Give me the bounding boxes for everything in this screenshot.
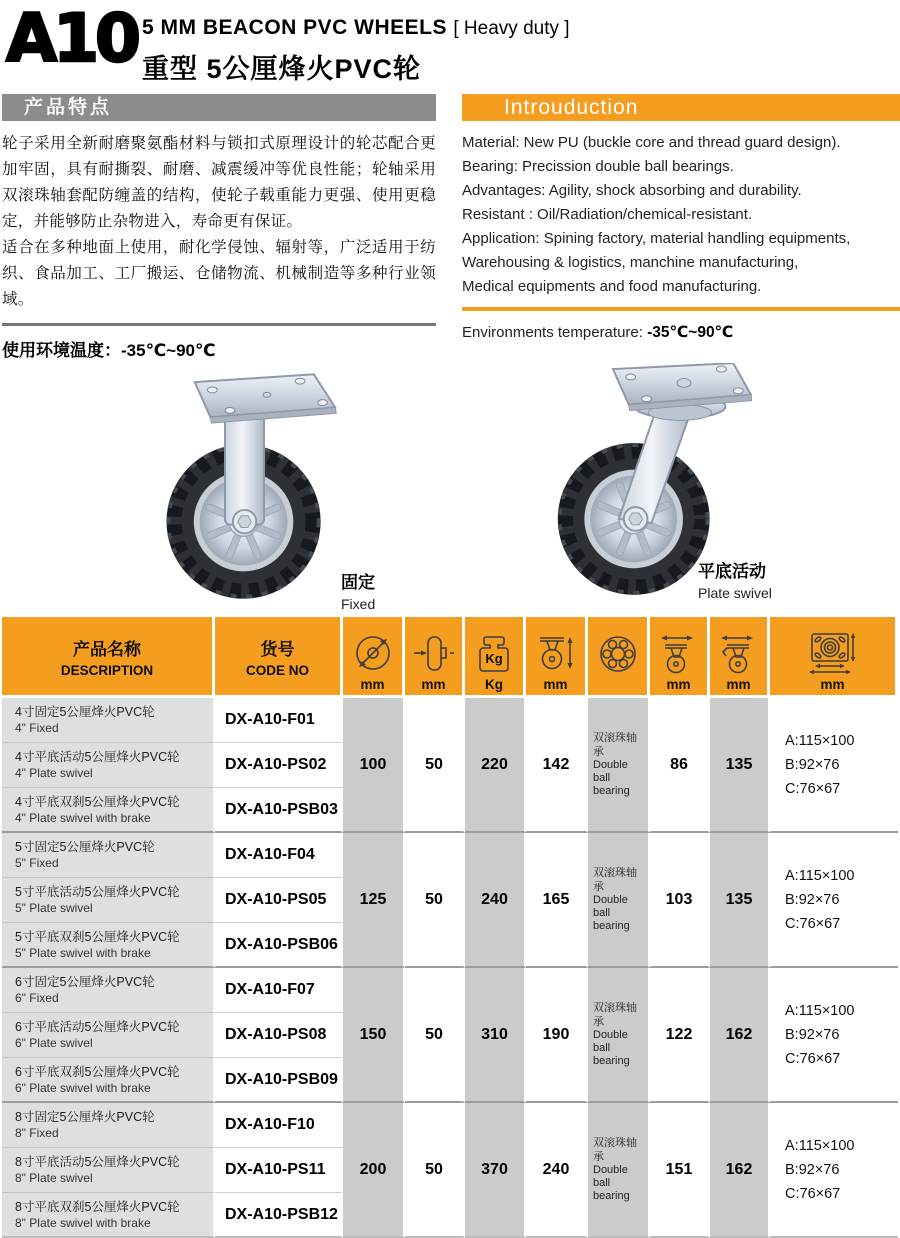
- spec-table: [2, 617, 898, 1238]
- swivel-radius-icon: [657, 632, 701, 676]
- code-cell: DX-A10-PS11: [215, 1148, 343, 1193]
- bearing-cn: 双滚珠轴承: [593, 732, 637, 758]
- description-en: 8" Plate swivel: [15, 1171, 93, 1185]
- description-cell: [2, 1193, 215, 1238]
- description-cell: [2, 743, 215, 788]
- load-capacity-value: 220: [465, 698, 526, 833]
- wheel-diameter-icon: [351, 632, 395, 676]
- temperature-label-en: Environments temperature:: [462, 324, 648, 341]
- description-cn: 8寸固定5公厘烽火PVC轮: [15, 1110, 155, 1124]
- description-en: 5" Fixed: [15, 856, 59, 870]
- table-row: [2, 698, 898, 743]
- temperature-value-cn: -35℃~90℃: [121, 341, 216, 360]
- brake-height-icon: [717, 632, 761, 676]
- load-capacity-value: 310: [465, 968, 526, 1103]
- bearing-cn: 双滚珠轴承: [593, 867, 637, 893]
- description-cn: 8寸平底双刹5公厘烽火PVC轮: [15, 1199, 180, 1214]
- plate-dim-c: C:76×67: [785, 780, 841, 797]
- wheel-diameter-value: 125: [343, 833, 405, 968]
- intro-line: Resistant : Oil/Radiation/chemical-resistant.: [462, 206, 753, 223]
- fixed-caster-label: [341, 568, 375, 612]
- bearing-cell: [588, 1103, 650, 1238]
- intro-line: Material: New PU (buckle core and thread guard design).: [462, 134, 841, 151]
- description-cell: [2, 968, 215, 1013]
- code-cell: DX-A10-PS08: [215, 1013, 343, 1058]
- divider-orange: [462, 307, 900, 311]
- description-cell: [2, 1058, 215, 1103]
- header-code-en: CODE NO: [245, 662, 309, 678]
- bearing-en: Double ball bearing: [593, 894, 630, 932]
- fixed-label-cn: 固定: [341, 573, 375, 592]
- description-cell: [2, 788, 215, 833]
- wheel-width-icon: [412, 632, 456, 676]
- brake-height-value: 135: [710, 833, 770, 968]
- code-cell: DX-A10-PSB06: [215, 923, 343, 968]
- plate-dim-b: B:92×76: [785, 756, 840, 773]
- description-cell: [2, 698, 215, 743]
- duty-tag: [ Heavy duty ]: [453, 18, 570, 39]
- mounting-plate: [195, 374, 336, 423]
- introduction-section: [462, 94, 900, 361]
- axle-nut: [624, 507, 648, 531]
- model-logo: A10: [6, 0, 137, 77]
- description-cn: 6寸固定5公厘烽火PVC轮: [15, 975, 155, 989]
- description-cell: [2, 1148, 215, 1193]
- spec-table-section: [2, 617, 898, 1238]
- description-cn: 6寸平底活动5公厘烽火PVC轮: [15, 1020, 180, 1034]
- temperature-line-cn: [2, 336, 436, 361]
- plate-dim-b: B:92×76: [785, 1026, 840, 1043]
- description-cn: 4寸平底活动5公厘烽火PVC轮: [15, 750, 180, 764]
- description-cn: 5寸平底双刹5公厘烽火PVC轮: [15, 929, 180, 944]
- description-en: 8" Plate swivel with brake: [15, 1215, 151, 1230]
- plate-dim-b: B:92×76: [785, 1161, 840, 1178]
- table-row: [2, 1103, 898, 1148]
- description-en: 6" Plate swivel: [15, 1036, 93, 1050]
- mounting-height-value: 165: [526, 833, 588, 968]
- fork: [225, 413, 264, 524]
- plate-size-cell: [770, 833, 898, 968]
- header-plate-size: mm: [770, 617, 898, 698]
- table-row: [2, 833, 898, 878]
- intro-line: Advantages: Agility, shock absorbing and durability.: [462, 182, 802, 199]
- description-en: 5" Plate swivel with brake: [15, 945, 151, 960]
- header-description-en: DESCRIPTION: [60, 662, 154, 678]
- brake-height-value: 135: [710, 698, 770, 833]
- intro-line: Medical equipments and food manufacturing.: [462, 278, 762, 295]
- load-capacity-value: 240: [465, 833, 526, 968]
- code-cell: DX-A10-PS05: [215, 878, 343, 923]
- brake-height-value: 162: [710, 968, 770, 1103]
- bearing-en: Double ball bearing: [593, 1029, 630, 1067]
- table-group-6inch: [2, 968, 898, 1103]
- temperature-label-cn: 使用环境温度：: [2, 341, 121, 360]
- description-cn: 4寸固定5公厘烽火PVC轮: [15, 705, 155, 719]
- page-header: [0, 0, 900, 92]
- table-header-row: [2, 617, 898, 698]
- header-bearing: [588, 617, 650, 698]
- description-cell: [2, 1013, 215, 1058]
- intro-line: Bearing: Precission double ball bearings.: [462, 158, 734, 175]
- description-en: 5" Plate swivel: [15, 901, 93, 915]
- fixed-caster-photo: [146, 369, 346, 604]
- code-cell: DX-A10-F07: [215, 968, 343, 1013]
- table-row: [2, 968, 898, 1013]
- table-group-8inch: [2, 1103, 898, 1238]
- description-cell: [2, 923, 215, 968]
- description-cell: [2, 878, 215, 923]
- brake-height-value: 162: [710, 1103, 770, 1238]
- header-code: [215, 617, 343, 698]
- features-section: [2, 94, 436, 361]
- bearing-en: Double ball bearing: [593, 759, 630, 797]
- description-en: 4" Fixed: [15, 721, 59, 735]
- swivel-radius-value: 86: [650, 698, 710, 833]
- description-en: 4" Plate swivel with brake: [15, 810, 151, 825]
- bearing-cn: 双滚珠轴承: [593, 1137, 637, 1163]
- swivel-caster-label: [698, 557, 772, 601]
- introduction-text: [462, 131, 900, 299]
- swivel-radius-value: 122: [650, 968, 710, 1103]
- plate-size-cell: [770, 1103, 898, 1238]
- wheel-diameter-value: 200: [343, 1103, 405, 1238]
- code-cell: DX-A10-F01: [215, 698, 343, 743]
- bearing-cn: 双滚珠轴承: [593, 1002, 637, 1028]
- plate-size-cell: [770, 968, 898, 1103]
- swivel-label-cn: 平底活动: [698, 562, 766, 581]
- header-wheel-width: mm: [405, 617, 465, 698]
- bearing-en: Double ball bearing: [593, 1164, 630, 1202]
- plate-dim-b: B:92×76: [785, 891, 840, 908]
- description-cn: 8寸平底活动5公厘烽火PVC轮: [15, 1155, 180, 1169]
- plate-dim-a: A:115×100: [785, 867, 855, 884]
- bearing-cell: [588, 698, 650, 833]
- bearing-cell: [588, 968, 650, 1103]
- wheel-width-value: 50: [405, 968, 465, 1103]
- description-cell: [2, 1103, 215, 1148]
- code-cell: DX-A10-F04: [215, 833, 343, 878]
- description-cn: 5寸平底活动5公厘烽火PVC轮: [15, 885, 180, 899]
- introduction-heading: Introuduction: [462, 94, 900, 121]
- code-cell: DX-A10-PSB03: [215, 788, 343, 833]
- plate-dim-a: A:115×100: [785, 1002, 855, 1019]
- plate-size-icon: [805, 630, 861, 676]
- description-en: 6" Plate swivel with brake: [15, 1080, 151, 1095]
- temperature-value-en: -35℃~90℃: [647, 324, 734, 341]
- header-mounting-height: mm: [526, 617, 588, 698]
- divider-gray: [2, 323, 436, 326]
- mounting-plate: [613, 363, 752, 410]
- header-load-capacity: Kg Kg: [465, 617, 526, 698]
- plate-dim-a: A:115×100: [785, 732, 855, 749]
- mounting-height-icon: [534, 632, 578, 676]
- wheel-diameter-value: 150: [343, 968, 405, 1103]
- swivel-label-en: Plate swivel: [698, 585, 772, 601]
- mounting-height-value: 190: [526, 968, 588, 1103]
- swivel-radius-value: 151: [650, 1103, 710, 1238]
- mounting-height-value: 142: [526, 698, 588, 833]
- fixed-label-en: Fixed: [341, 596, 376, 612]
- header-swivel-radius: mm: [650, 617, 710, 698]
- plate-dim-a: A:115×100: [785, 1137, 855, 1154]
- features-paragraph-2: 适合在多种地面上使用，耐化学侵蚀、辐射等，广泛适用于纺织、食品加工、工厂搬运、仓储物流、机械制造等多种行业领域。: [2, 239, 436, 308]
- intro-line: Warehousing & logistics, manchine manufacturing,: [462, 254, 799, 271]
- mounting-height-value: 240: [526, 1103, 588, 1238]
- description-en: 8" Fixed: [15, 1126, 59, 1140]
- plate-size-cell: [770, 698, 898, 833]
- wheel-diameter-value: 100: [343, 698, 405, 833]
- intro-line: Application: Spining factory, material handling equipments,: [462, 230, 851, 247]
- product-images-section: [0, 361, 900, 617]
- header-brake-height: mm: [710, 617, 770, 698]
- description-cn: 5寸固定5公厘烽火PVC轮: [15, 840, 155, 854]
- product-title-en: 5 MM BEACON PVC WHEELS: [142, 16, 448, 39]
- header-description-cn: 产品名称: [73, 639, 141, 659]
- product-title-cn: 重型 5公厘烽火PVC轮: [142, 54, 422, 84]
- swivel-radius-value: 103: [650, 833, 710, 968]
- load-capacity-value: 370: [465, 1103, 526, 1238]
- code-cell: DX-A10-F10: [215, 1103, 343, 1148]
- code-cell: DX-A10-PS02: [215, 743, 343, 788]
- kg-icon-text: Kg: [485, 651, 503, 666]
- plate-dim-c: C:76×67: [785, 1050, 841, 1067]
- code-cell: DX-A10-PSB09: [215, 1058, 343, 1103]
- wheel-width-value: 50: [405, 698, 465, 833]
- temperature-line-en: [462, 323, 900, 342]
- header-description: [2, 617, 215, 698]
- description-cn: 6寸平底双刹5公厘烽火PVC轮: [15, 1064, 180, 1079]
- header-code-cn: 货号: [260, 639, 295, 659]
- table-group-4inch: [2, 698, 898, 833]
- features-paragraph-1: 轮子采用全新耐磨聚氨酯材料与锁扣式原理设计的轮芯配合更加牢固，具有耐撕裂、耐磨、减震缓冲等优良性能；轮轴采用双滚珠轴套配防缠盖的结构，使轮子载重能力更强、使用更稳定，并能够防止杂物进入，寿命更有保证。: [2, 135, 436, 230]
- axle-nut: [233, 510, 256, 533]
- features-heading: 产品特点: [2, 94, 436, 121]
- bearing-icon: [595, 632, 641, 676]
- description-en: 6" Fixed: [15, 991, 59, 1005]
- title-block: [142, 16, 570, 86]
- header-wheel-diameter: mm: [343, 617, 405, 698]
- code-cell: DX-A10-PSB12: [215, 1193, 343, 1238]
- plate-dim-c: C:76×67: [785, 915, 841, 932]
- description-cn: 4寸平底双刹5公厘烽火PVC轮: [15, 794, 180, 809]
- wheel-width-value: 50: [405, 833, 465, 968]
- description-cell: [2, 833, 215, 878]
- description-en: 4" Plate swivel: [15, 766, 93, 780]
- product-title-row: [142, 16, 570, 40]
- bearing-cell: [588, 833, 650, 968]
- wheel-width-value: 50: [405, 1103, 465, 1238]
- info-columns: [0, 94, 900, 361]
- plate-dim-c: C:76×67: [785, 1185, 841, 1202]
- table-group-5inch: [2, 833, 898, 968]
